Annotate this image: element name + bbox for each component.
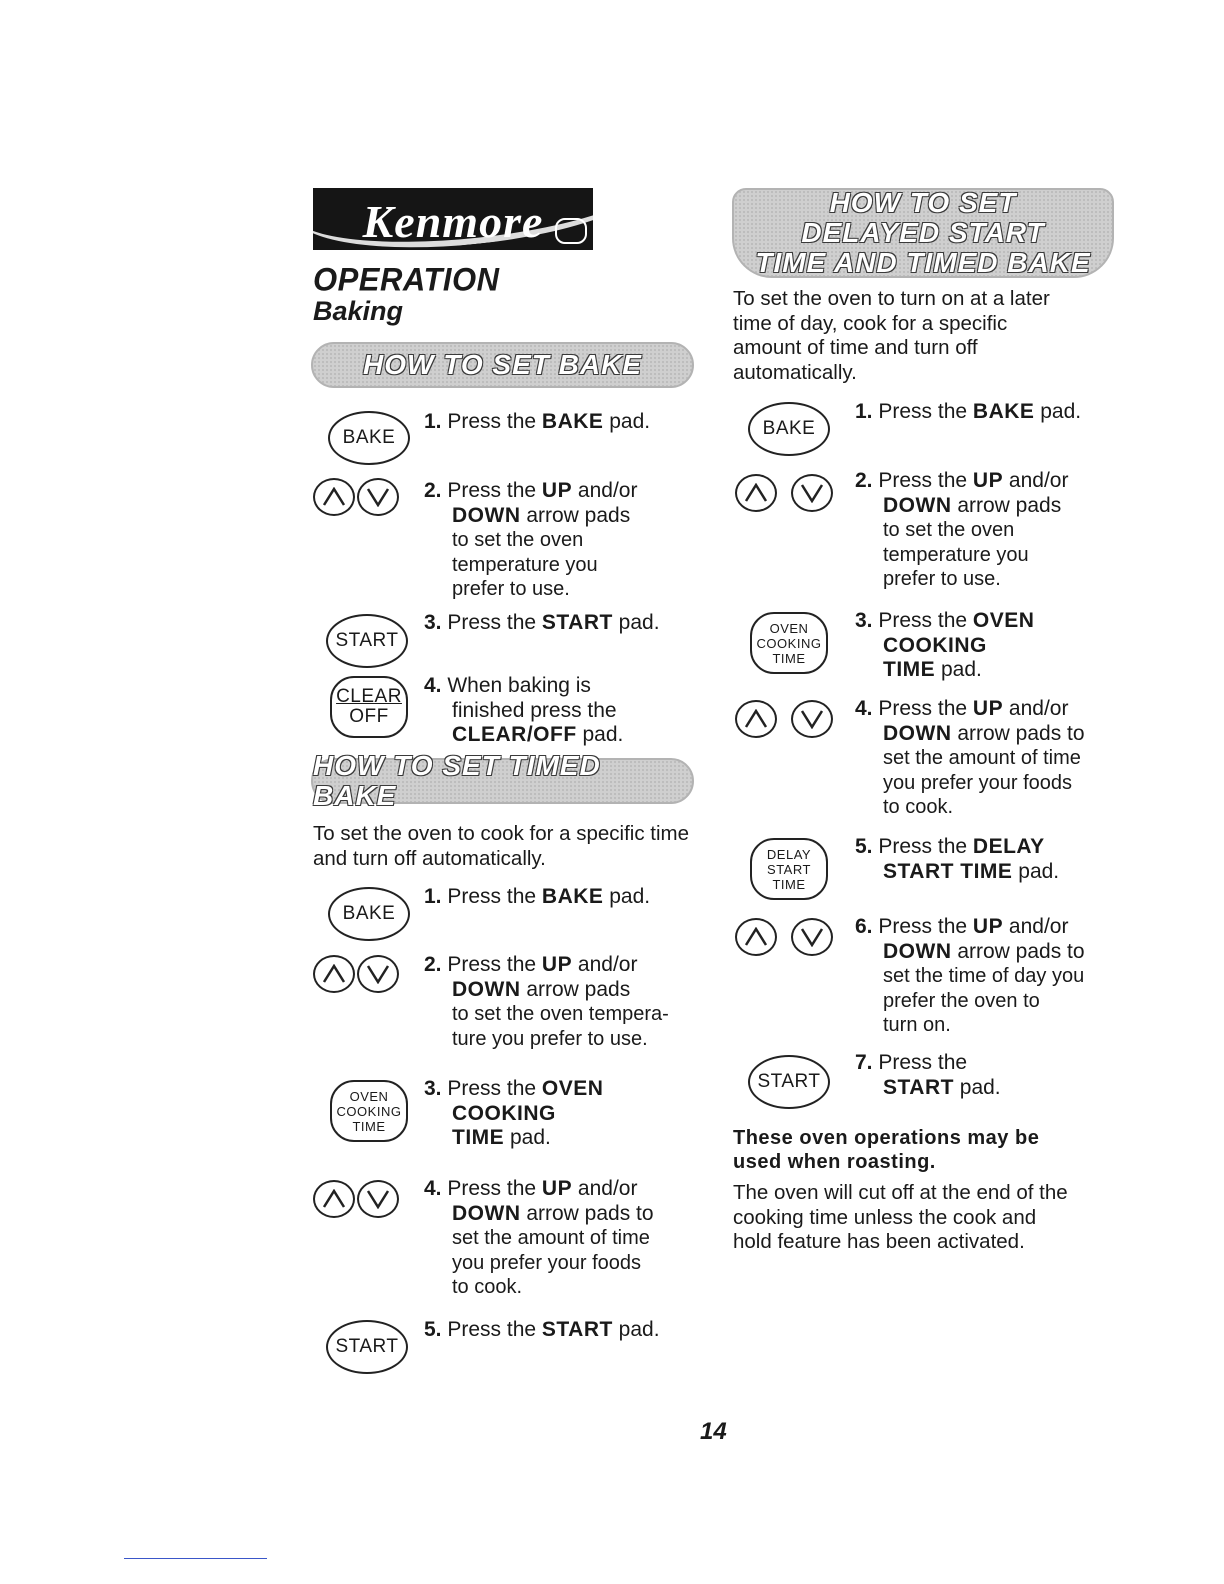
up-down-arrow-pads-icon: [735, 700, 833, 738]
bake-step-3: 3. Press the START pad.: [424, 611, 660, 634]
start-pad-icon: START: [326, 614, 408, 668]
up-down-arrow-pads-icon: [735, 474, 833, 512]
oven-cooking-time-pad-icon: OVEN COOKING TIME: [750, 612, 828, 674]
page-number: 14: [700, 1418, 727, 1445]
page-subtitle: Baking: [313, 296, 404, 326]
delayed-step-4: 4. Press the UP and/or DOWN arrow pads to set the amount of time you prefer your foods to cook.: [855, 697, 1085, 818]
up-arrow-icon: [735, 918, 777, 956]
down-arrow-icon: [357, 478, 399, 516]
timed-step-3: 3. Press the OVEN COOKING TIME pad.: [424, 1077, 604, 1149]
roasting-note-body: The oven will cut off at the end of the cooking time unless the cook and hold feature has been activated.: [733, 1181, 1068, 1253]
up-arrow-icon: [313, 1180, 355, 1218]
up-down-arrow-pads-icon: [313, 478, 399, 516]
bake-step-1: 1. Press the BAKE pad.: [424, 410, 651, 433]
oven-cooking-time-pad-icon: OVEN COOKING TIME: [330, 1080, 408, 1142]
delayed-step-6: 6. Press the UP and/or DOWN arrow pads to set the time of day you prefer the oven to turn on.: [855, 915, 1085, 1036]
timed-step-1: 1. Press the BAKE pad.: [424, 885, 651, 908]
timed-step-2: 2. Press the UP and/or DOWN arrow pads to set the oven tempera- ture you prefer to use.: [424, 953, 669, 1050]
delay-start-time-pad-icon: DELAY START TIME: [750, 838, 828, 900]
clear-off-pad-icon: CLEAR OFF: [330, 676, 408, 738]
start-pad-icon: START: [748, 1055, 830, 1109]
page-title: OPERATION: [313, 261, 500, 298]
kenmore-logo: [313, 188, 593, 250]
start-pad-icon: START: [326, 1320, 408, 1374]
up-arrow-icon: [735, 700, 777, 738]
delayed-step-2: 2. Press the UP and/or DOWN arrow pads to set the oven temperature you prefer to use.: [855, 469, 1069, 590]
bake-pad-icon: BAKE: [328, 887, 410, 941]
up-arrow-icon: [313, 478, 355, 516]
banner-how-to-set-timed-bake: HOW TO SET TIMED BAKE: [311, 758, 694, 804]
down-arrow-icon: [791, 918, 833, 956]
delayed-intro: To set the oven to turn on at a later time of day, cook for a specific amount of time and turn off automatically.: [733, 287, 1050, 384]
bake-pad-icon: BAKE: [748, 402, 830, 456]
timed-intro: To set the oven to cook for a specific time and turn off automatically.: [313, 822, 690, 870]
banner-how-to-set-bake: HOW TO SET BAKE: [311, 342, 694, 388]
bake-step-4: 4. When baking is finished press the CLEAR/OFF pad.: [424, 674, 624, 746]
delayed-step-5: 5. Press the DELAY START TIME pad.: [855, 835, 1060, 883]
timed-step-4: 4. Press the UP and/or DOWN arrow pads to set the amount of time you prefer your foods to cook.: [424, 1177, 654, 1298]
delayed-step-7: 7. Press the START pad.: [855, 1051, 1001, 1099]
banner-how-to-set-delayed-start: HOW TO SET DELAYED START TIME AND TIMED BAKE: [732, 188, 1114, 278]
up-down-arrow-pads-icon: [313, 955, 399, 993]
down-arrow-icon: [791, 700, 833, 738]
roasting-note-title: These oven operations may be used when roasting.: [733, 1127, 1040, 1173]
up-arrow-icon: [735, 474, 777, 512]
delayed-step-3: 3. Press the OVEN COOKING TIME pad.: [855, 609, 1035, 681]
footer-divider: [124, 1558, 267, 1559]
up-down-arrow-pads-icon: [313, 1180, 399, 1218]
delayed-step-1: 1. Press the BAKE pad.: [855, 400, 1082, 423]
down-arrow-icon: [357, 1180, 399, 1218]
up-arrow-icon: [313, 955, 355, 993]
bake-step-2: 2. Press the UP and/or DOWN arrow pads to set the oven temperature you prefer to use.: [424, 479, 638, 600]
brand-wordmark: Kenmore: [362, 196, 544, 247]
bake-pad-icon: BAKE: [328, 411, 410, 465]
up-down-arrow-pads-icon: [735, 918, 833, 956]
down-arrow-icon: [357, 955, 399, 993]
down-arrow-icon: [791, 474, 833, 512]
timed-step-5: 5. Press the START pad.: [424, 1318, 660, 1341]
